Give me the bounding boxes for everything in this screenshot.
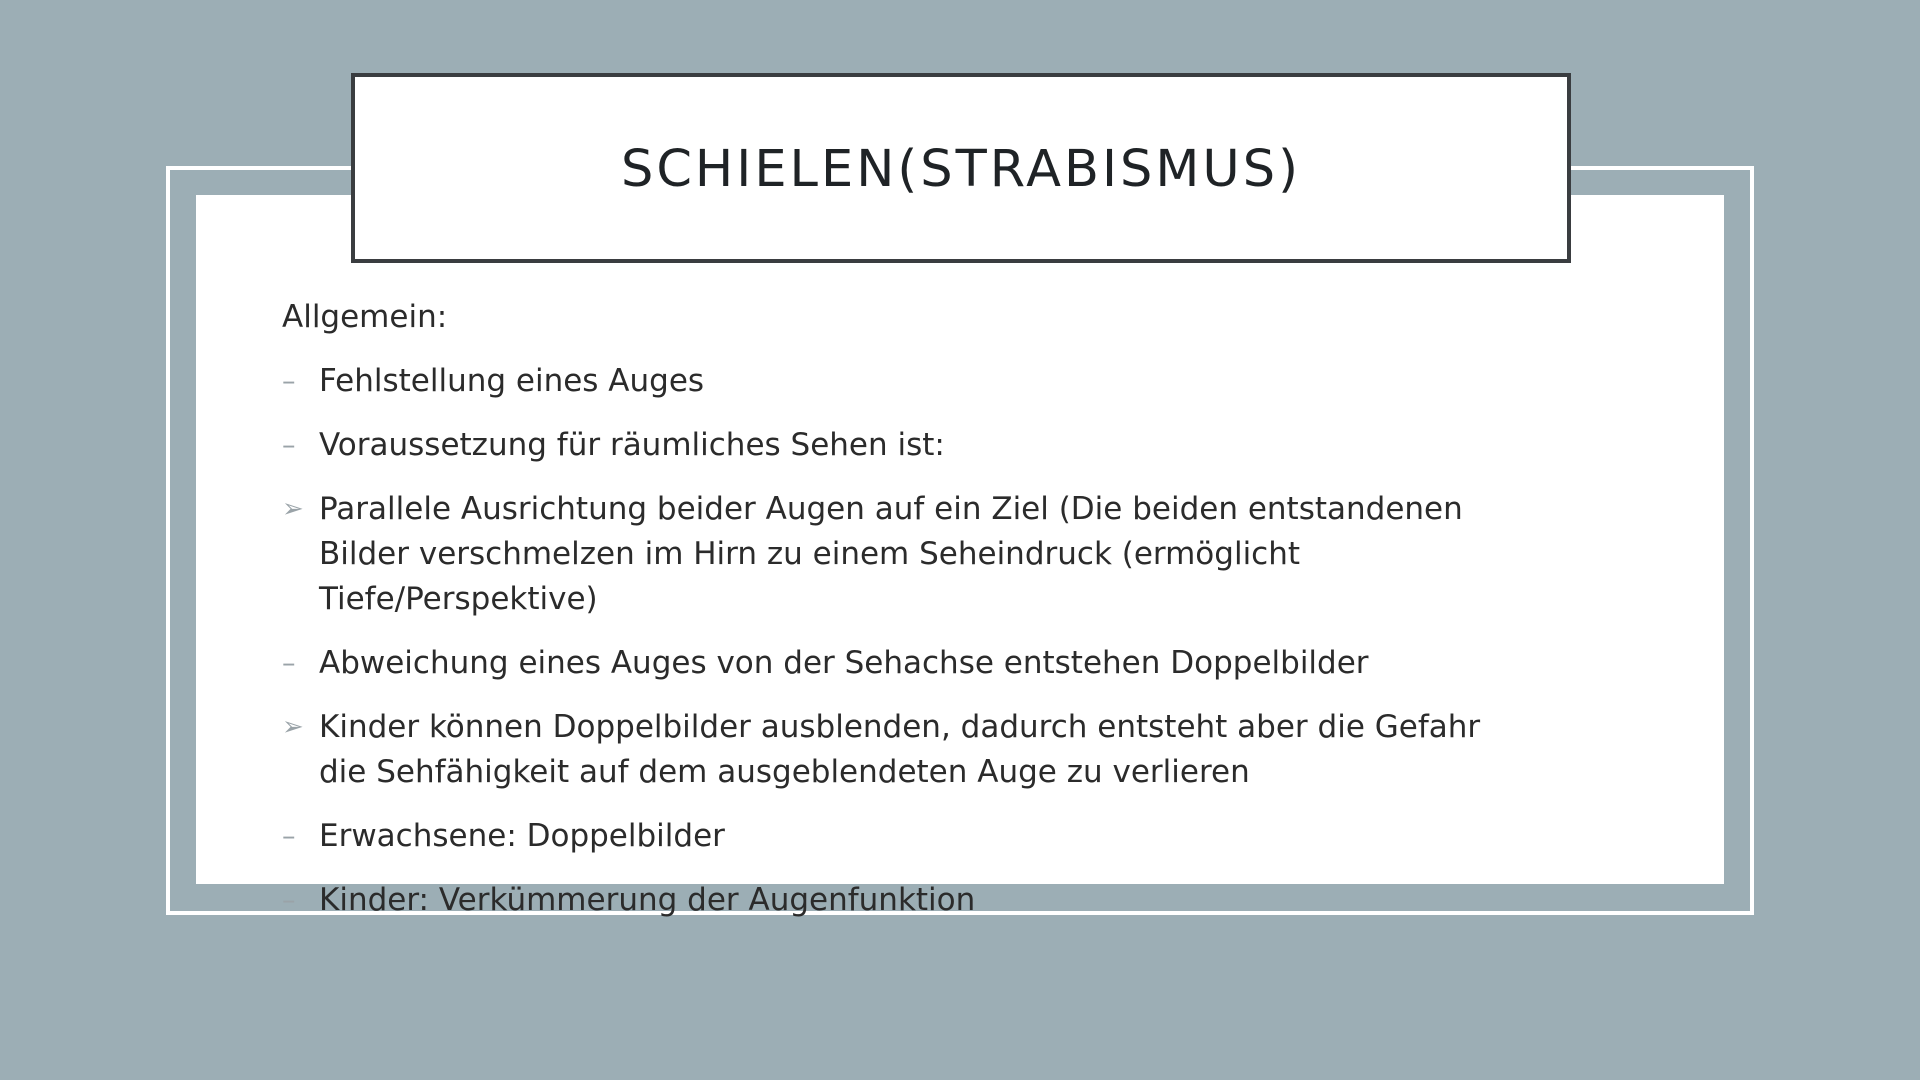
- slide-title: SCHIELEN(STRABISMUS): [620, 139, 1302, 199]
- arrow-bullet-icon: ➢: [282, 494, 304, 524]
- bullet-text: Erwachsene: Doppelbilder: [319, 818, 725, 854]
- bullet-text: Fehlstellung eines Auges: [319, 363, 705, 399]
- bullet-item: [282, 705, 1512, 795]
- dash-icon: –: [282, 648, 296, 679]
- bullet-text: Parallele Ausrichtung beider Augen auf ein Ziel (Die beiden entstandenen Bilder verschmelzen im Hirn zu einem Seheindruck (ermöglicht Tiefe/Perspektive): [319, 491, 1463, 617]
- bullet-text: Kinder können Doppelbilder ausblenden, dadurch entsteht aber die Gefahr die Sehfähigkeit auf dem ausgeblendeten Auge zu verlieren: [319, 709, 1481, 790]
- dash-icon: –: [282, 885, 296, 916]
- title-box: [351, 73, 1571, 263]
- bullet-item: [282, 359, 1512, 404]
- bullet-item: [282, 423, 1512, 468]
- bullet-text: Kinder: Verkümmerung der Augenfunktion: [319, 882, 976, 918]
- bullet-text: Voraussetzung für räumliches Sehen ist:: [319, 427, 945, 463]
- arrow-bullet-icon: ➢: [282, 712, 304, 742]
- bullet-text: Abweichung eines Auges von der Sehachse entstehen Doppelbilder: [319, 645, 1369, 681]
- bullet-item: [282, 487, 1512, 622]
- dash-icon: –: [282, 821, 296, 852]
- slide-body: [282, 295, 1512, 942]
- bullet-item: [282, 878, 1512, 923]
- intro-label: Allgemein:: [282, 299, 448, 335]
- dash-icon: –: [282, 366, 296, 397]
- dash-icon: –: [282, 430, 296, 461]
- bullet-item: [282, 641, 1512, 686]
- bullet-item: [282, 814, 1512, 859]
